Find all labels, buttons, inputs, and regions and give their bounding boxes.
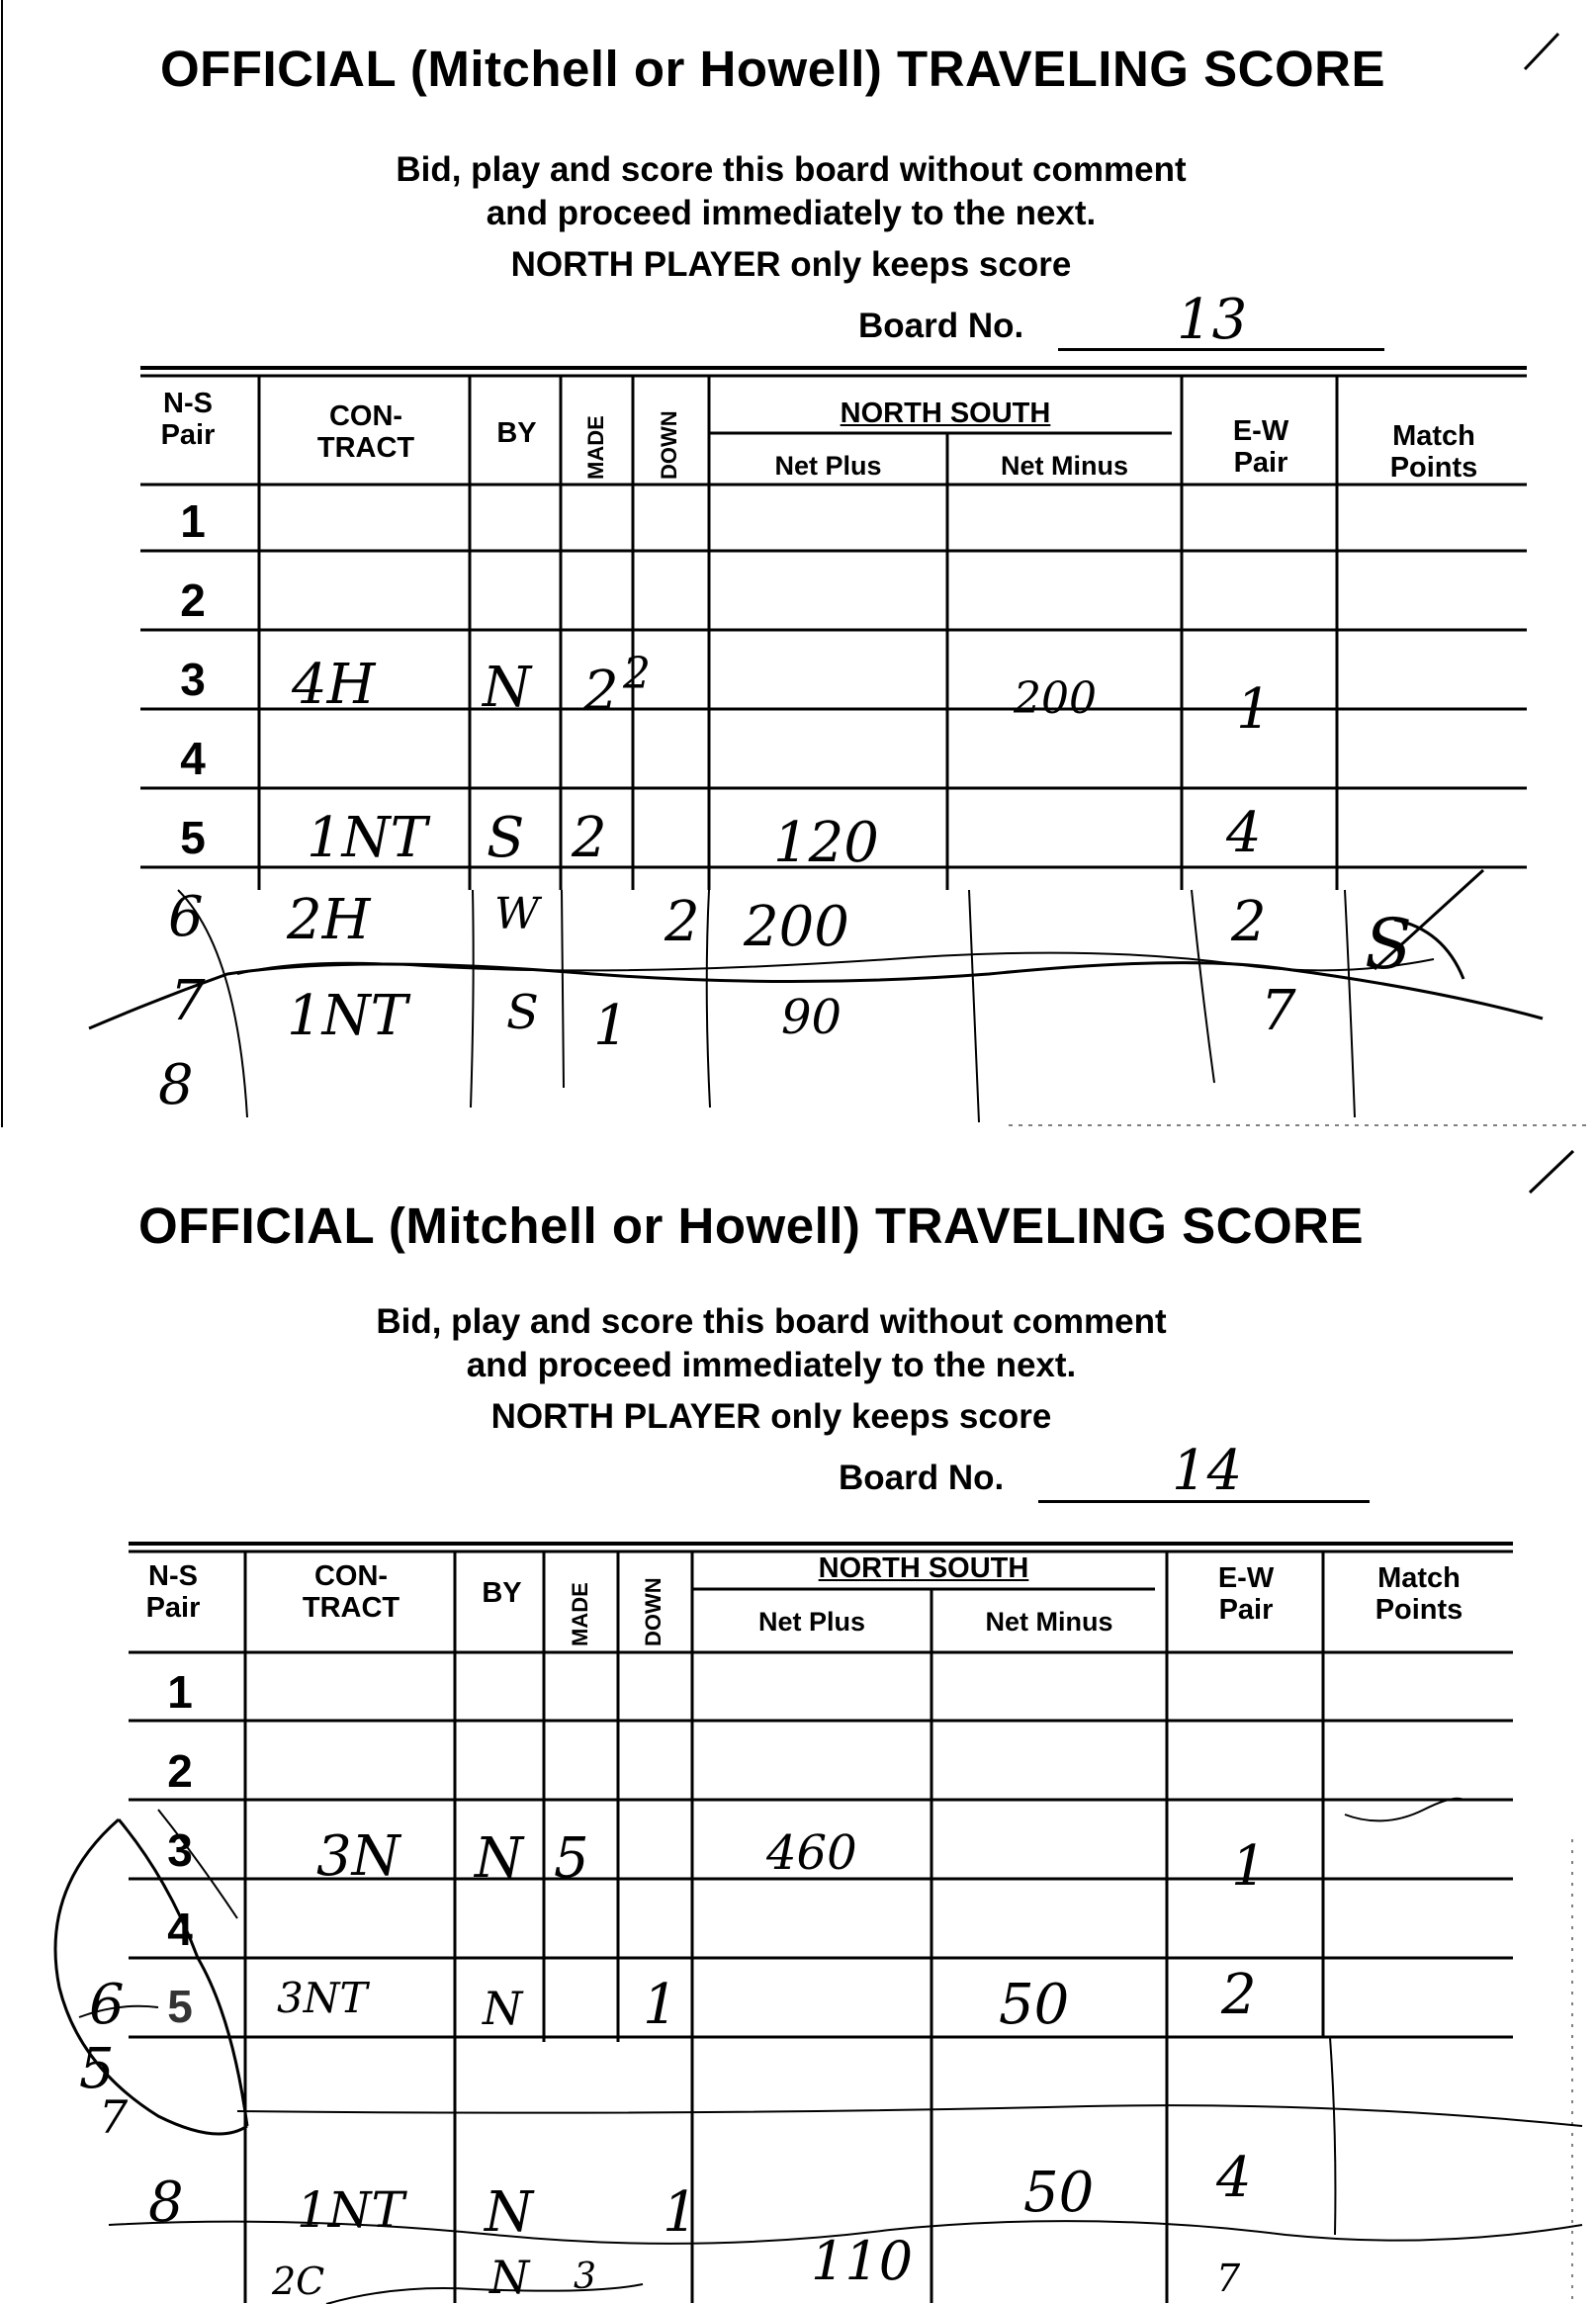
header-net-minus: Net Minus [1000, 451, 1128, 481]
row3-by: N [475, 1826, 523, 1891]
row8-ew-pair: 7 [1216, 2257, 1241, 2300]
header-north-south: NORTH SOUTH [840, 398, 1051, 429]
row7-net-plus: 90 [781, 990, 842, 1045]
row4-net-minus: 50 [999, 1973, 1070, 2037]
instruction-line-2: and proceed immediately to the next. [466, 1346, 1077, 1384]
row7-contract: 1NT [287, 984, 407, 1048]
row6-by: W [494, 889, 540, 939]
header-net-minus: Net Minus [985, 1607, 1113, 1637]
instruction-line-1: Bid, play and score this board without comment [396, 150, 1187, 189]
header-net-plus: Net Plus [774, 451, 882, 481]
row6-net-plus: 200 [744, 895, 849, 959]
header-net-plus: Net Plus [757, 1607, 866, 1637]
header-ns-pair: N-S Pair [145, 1560, 201, 1624]
header-ns-pair: N-S Pair [160, 388, 216, 451]
header-ew-pair: E-W Pair [1217, 1562, 1275, 1626]
row8-number: 8 [158, 1053, 194, 1117]
card-title: OFFICIAL (Mitchell or Howell) TRAVELING SCORE [160, 41, 1385, 97]
instruction-line-3: NORTH PLAYER only keeps score [490, 1397, 1052, 1436]
card-title: OFFICIAL (Mitchell or Howell) TRAVELING SCORE [138, 1197, 1364, 1254]
row3-contract: 3N [316, 1824, 400, 1889]
row3-ew-pair: 1 [1231, 1834, 1267, 1899]
row-number-3: 3 [180, 654, 206, 705]
row7-net-minus: 50 [1023, 2161, 1095, 2225]
score-table-grid [0, 1147, 1596, 2303]
row-number-2: 2 [180, 575, 206, 626]
row7-contract: 1NT [297, 2181, 404, 2239]
row7-by: N [485, 2180, 533, 2245]
row-number-3: 3 [167, 1824, 193, 1876]
row8-net-plus: 110 [811, 2230, 914, 2292]
row-number-5: 5 [167, 1981, 193, 2032]
row6-down: 2 [665, 890, 700, 954]
row7-made: 1 [593, 994, 629, 1058]
header-match-points: Match Points [1374, 1562, 1463, 1626]
row5-number: 5 [79, 2037, 115, 2101]
row-number-2: 2 [167, 1745, 193, 1797]
row-number-4: 4 [180, 733, 206, 784]
row6-ew-pair: 2 [1231, 890, 1267, 954]
instruction-line-3: NORTH PLAYER only keeps score [510, 245, 1072, 284]
row3-net-minus: 200 [1014, 673, 1097, 724]
row3-down: 2 [623, 649, 651, 699]
row7-number: 8 [148, 2171, 184, 2235]
row7-down: 1 [663, 2180, 698, 2245]
header-contract: CON- TRACT [316, 400, 415, 464]
header-made: MADE [568, 1582, 592, 1646]
row8-contract: 2C [272, 2260, 325, 2303]
match-points-scribble [1355, 860, 1493, 999]
row3-by: N [483, 656, 531, 720]
row-number-1: 1 [167, 1666, 193, 1718]
row-number-1: 1 [180, 495, 206, 547]
instruction-line-1: Bid, play and score this board without comment [376, 1302, 1167, 1341]
row5-net-plus: 120 [773, 811, 879, 875]
row3-contract: 4H [292, 653, 376, 717]
row8-by: N [489, 2251, 530, 2304]
board-number-value: 14 [1172, 1439, 1243, 1503]
row4-ew-pair: 2 [1221, 1963, 1257, 2027]
board-number-label: Board No. [839, 1459, 1005, 1497]
row5-contract: 1NT [307, 806, 427, 870]
traveling-score-card-board-13 [0, 0, 1596, 1127]
header-ew-pair: E-W Pair [1232, 415, 1289, 479]
row4-by: N [483, 1982, 523, 2035]
traveling-score-card-board-14 [0, 1147, 1596, 2303]
header-match-points: Match Points [1389, 420, 1478, 484]
board-number-value: 13 [1177, 288, 1248, 352]
row3-made: 2 [583, 660, 619, 724]
row7-number: 7 [170, 969, 206, 1033]
row6-contract: 2H [287, 888, 371, 952]
header-by: BY [482, 1577, 522, 1609]
header-made: MADE [583, 415, 608, 480]
row-number-5: 5 [180, 812, 206, 863]
row8-made: 3 [574, 2257, 596, 2297]
row7-by: S [506, 985, 539, 1040]
row7-ew-pair: 7 [1261, 979, 1296, 1043]
header-by: BY [496, 417, 537, 449]
row6-number: 6 [168, 885, 204, 949]
row7-ew-pair: 4 [1216, 2146, 1252, 2210]
row5-by: S [487, 806, 525, 870]
row4-number: 6 [89, 1973, 125, 2037]
row4-down: 1 [643, 1973, 678, 2037]
instruction-line-2: and proceed immediately to the next. [486, 194, 1097, 232]
header-contract: CON- TRACT [302, 1560, 400, 1624]
header-down: DOWN [657, 410, 681, 480]
board-number-label: Board No. [858, 307, 1024, 345]
header-down: DOWN [641, 1577, 665, 1646]
header-north-south: NORTH SOUTH [818, 1552, 1029, 1584]
row6-number: 7 [99, 2090, 129, 2144]
row6-match-points: S [1365, 904, 1412, 985]
row3-net-plus: 460 [766, 1825, 857, 1881]
row3-ew-pair: 1 [1236, 677, 1272, 742]
row-number-4: 4 [167, 1904, 193, 1955]
row4-contract: 3NT [277, 1974, 368, 2022]
row5-made: 2 [572, 806, 607, 870]
row5-ew-pair: 4 [1226, 801, 1262, 865]
row3-made: 5 [554, 1826, 589, 1891]
